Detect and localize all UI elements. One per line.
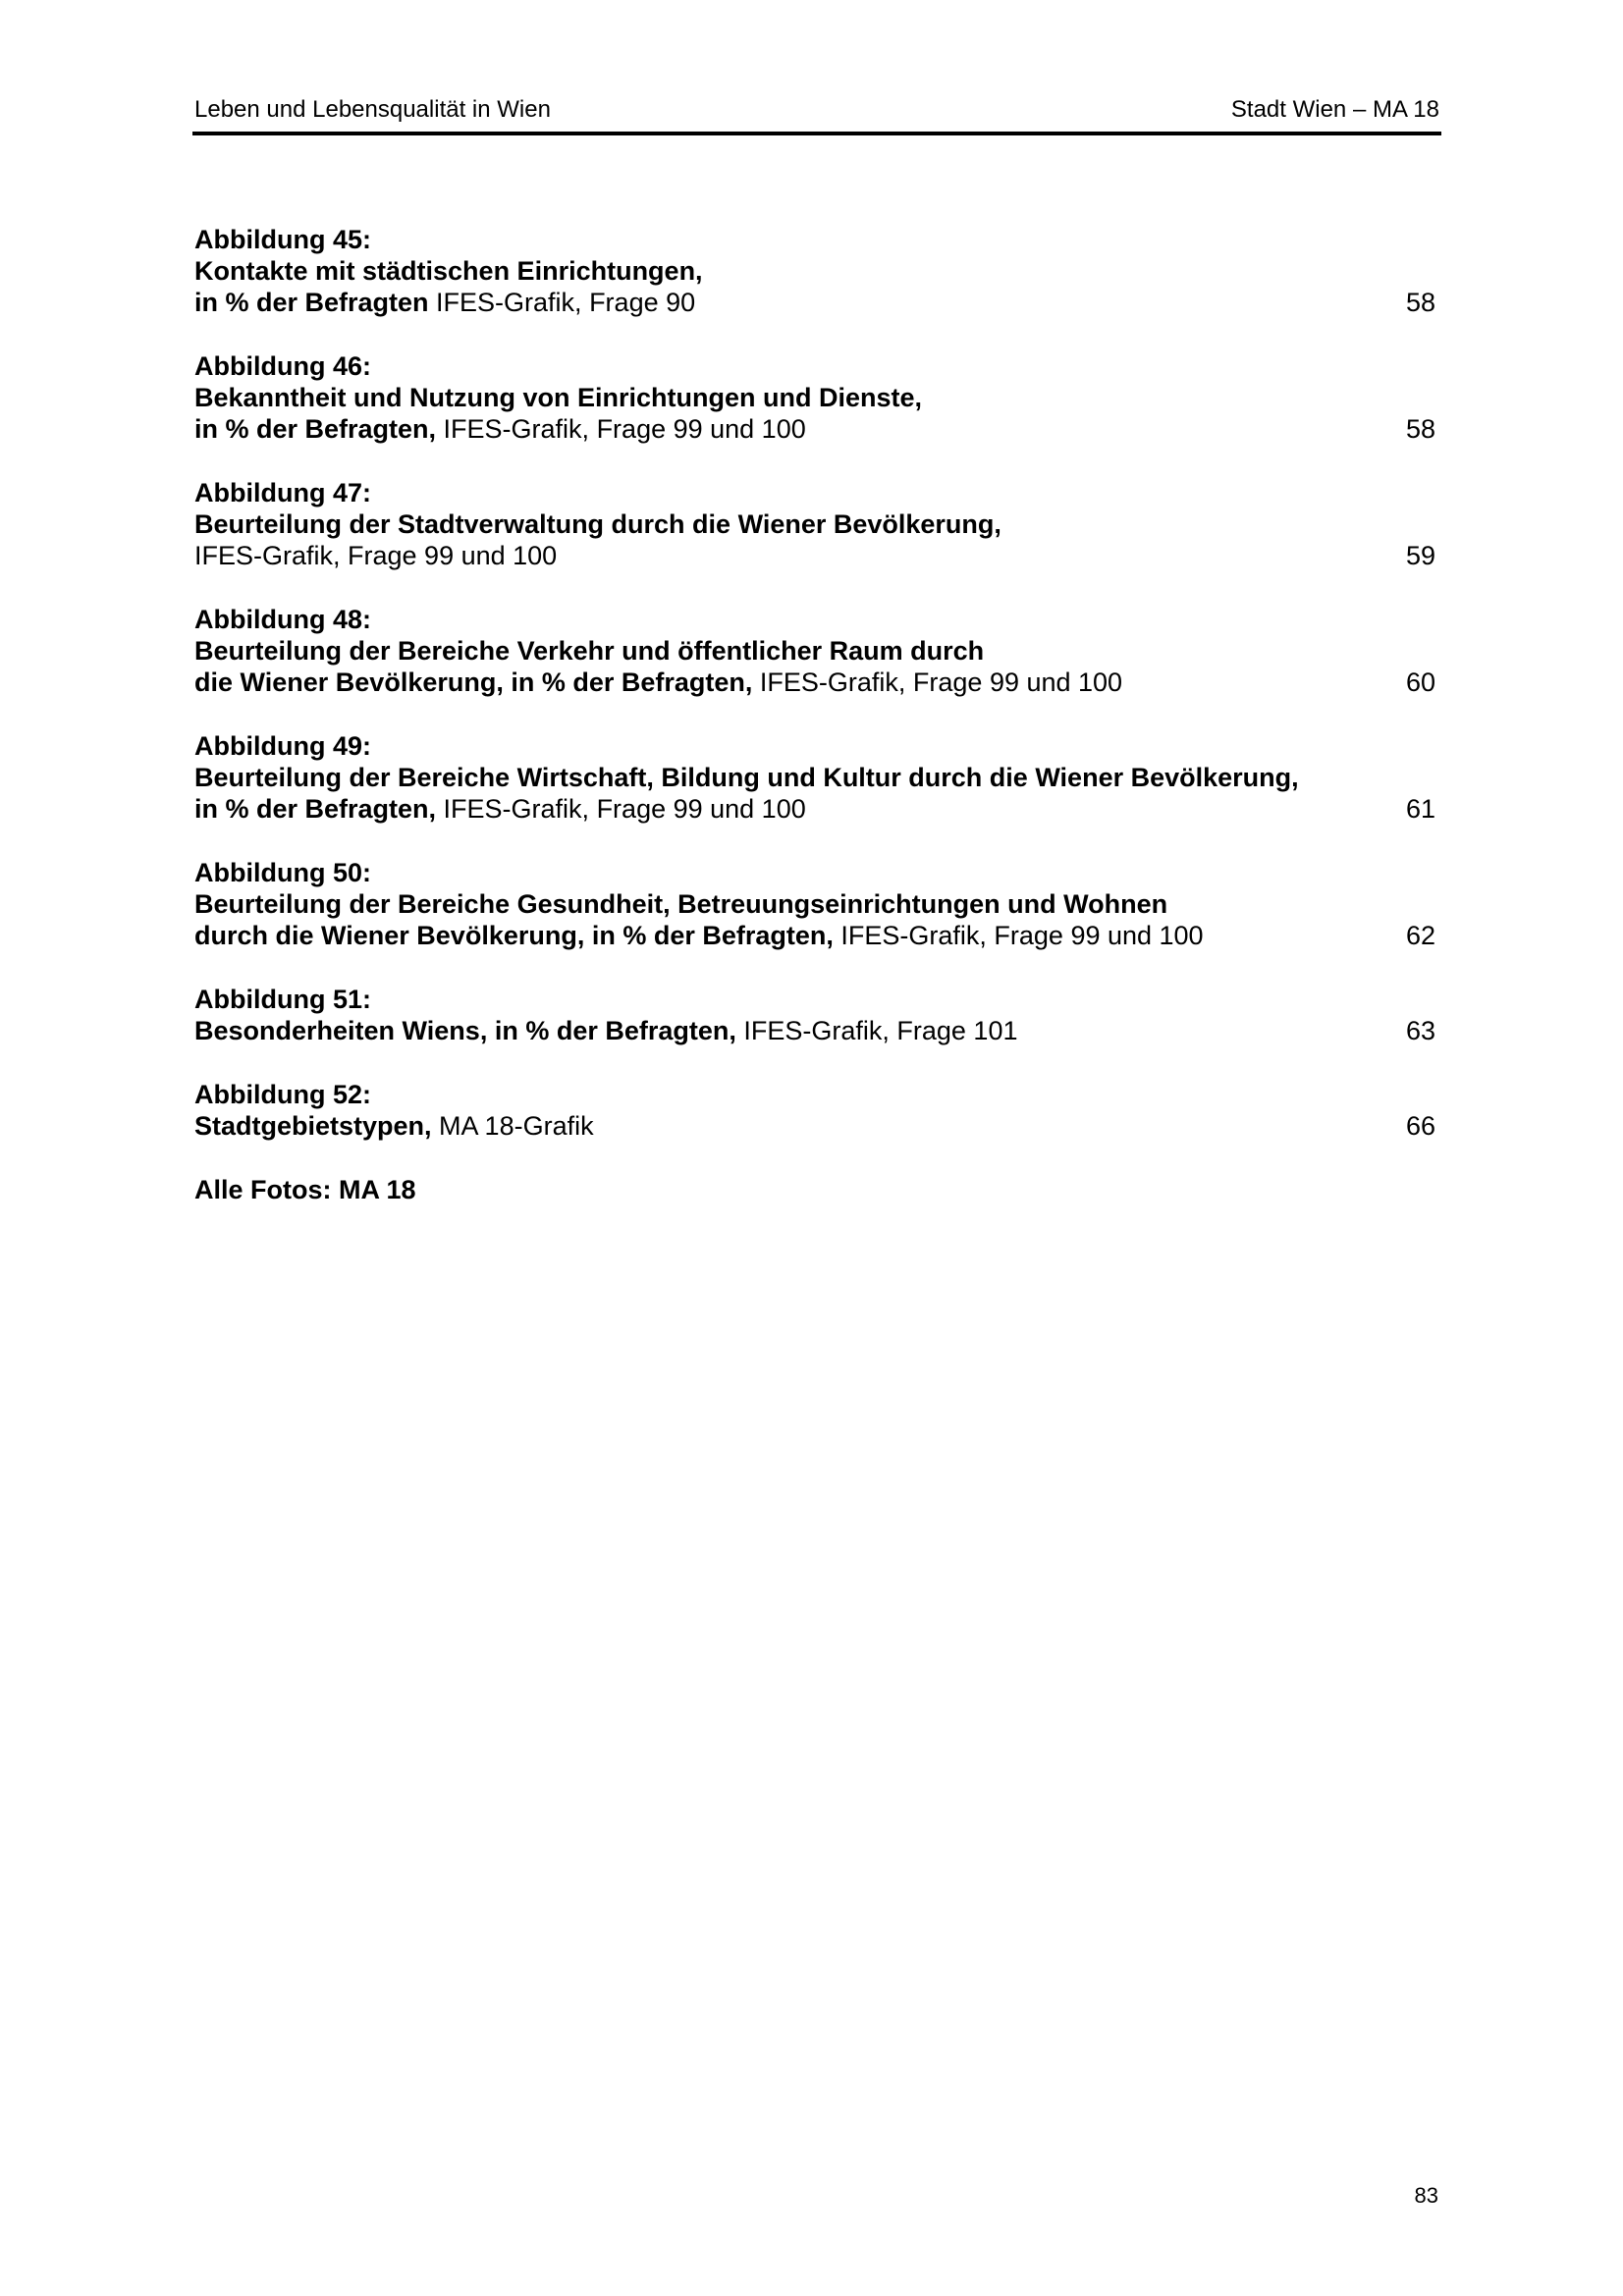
figure-source: IFES-Grafik, Frage 99 und 100: [436, 794, 806, 824]
figure-title-cont: in % der Befragten,: [194, 794, 437, 824]
figure-page-number: 58: [1405, 288, 1435, 317]
figure-source-line: [194, 793, 1441, 825]
document-title: Leben und Lebensqualität in Wien: [194, 96, 551, 123]
figure-title: Beurteilung der Stadtverwaltung durch die Wiener Bevölkerung,: [194, 509, 1001, 539]
figure-source-line: [194, 667, 1441, 698]
page-header: [192, 94, 1441, 135]
figure-label: Abbildung 52:: [194, 1080, 371, 1109]
figure-entry-46: [194, 350, 1441, 445]
figure-page-number: 61: [1405, 794, 1435, 824]
figure-entry-45: [194, 224, 1441, 318]
figure-source-line: [194, 540, 1441, 571]
figure-source: IFES-Grafik, Frage 90: [428, 288, 696, 317]
figure-label: Abbildung 46:: [194, 351, 371, 381]
page-number: 83: [1414, 2183, 1438, 2208]
figure-page-number: 63: [1405, 1016, 1435, 1045]
figure-source: IFES-Grafik, Frage 99 und 100: [436, 414, 806, 444]
figure-title-cont: die Wiener Bevölkerung, in % der Befragten,: [194, 667, 753, 697]
figure-page-number: 62: [1405, 921, 1435, 950]
figure-list: [194, 224, 1441, 1205]
figure-source-line: [194, 413, 1441, 445]
figure-page-number: 59: [1405, 541, 1435, 570]
figure-source: IFES-Grafik, Frage 99 und 100: [833, 921, 1204, 950]
figure-entry-50: [194, 857, 1441, 951]
photo-credit: Alle Fotos: MA 18: [194, 1175, 416, 1204]
publisher-label: Stadt Wien – MA 18: [1230, 96, 1439, 123]
figure-title-cont: Stadtgebietstypen,: [194, 1111, 432, 1141]
figure-page-number: 66: [1405, 1111, 1435, 1141]
figure-page-number: 58: [1405, 414, 1435, 444]
figure-source-line: [194, 287, 1441, 318]
figure-entry-47: [194, 477, 1441, 571]
figure-entry-52: [194, 1079, 1441, 1142]
figure-source-line: [194, 1110, 1441, 1142]
figure-title-cont: Besonderheiten Wiens, in % der Befragten,: [194, 1016, 736, 1045]
figure-title: Bekanntheit und Nutzung von Einrichtungen und Dienste,: [194, 383, 922, 412]
figure-source: IFES-Grafik, Frage 101: [735, 1016, 1018, 1045]
figure-title: Beurteilung der Bereiche Gesundheit, Betreuungseinrichtungen und Wohnen: [194, 889, 1168, 919]
figure-source-line: [194, 1015, 1441, 1046]
figure-label: Abbildung 47:: [194, 478, 371, 507]
figure-source-line: [194, 920, 1441, 951]
figure-title: Beurteilung der Bereiche Verkehr und öffentlicher Raum durch: [194, 636, 985, 666]
figure-source: MA 18-Grafik: [431, 1111, 594, 1141]
figure-title-cont: durch die Wiener Bevölkerung, in % der Befragten,: [194, 921, 834, 950]
figure-label: Abbildung 49:: [194, 731, 371, 761]
figure-title: Beurteilung der Bereiche Wirtschaft, Bildung und Kultur durch die Wiener Bevölkerung,: [194, 763, 1299, 792]
figure-entry-49: [194, 730, 1441, 825]
figure-page-number: 60: [1405, 667, 1435, 697]
figure-title-cont: in % der Befragten: [194, 288, 429, 317]
figure-entry-51: [194, 984, 1441, 1046]
figure-source: IFES-Grafik, Frage 99 und 100: [752, 667, 1123, 697]
figure-label: Abbildung 45:: [194, 225, 371, 254]
figure-entry-48: [194, 604, 1441, 698]
figure-label: Abbildung 51:: [194, 985, 371, 1014]
figure-label: Abbildung 50:: [194, 858, 371, 887]
figure-source: IFES-Grafik, Frage 99 und 100: [194, 541, 558, 570]
figure-title-cont: in % der Befragten,: [194, 414, 437, 444]
figure-title: Kontakte mit städtischen Einrichtungen,: [194, 256, 703, 286]
figure-label: Abbildung 48:: [194, 605, 371, 634]
